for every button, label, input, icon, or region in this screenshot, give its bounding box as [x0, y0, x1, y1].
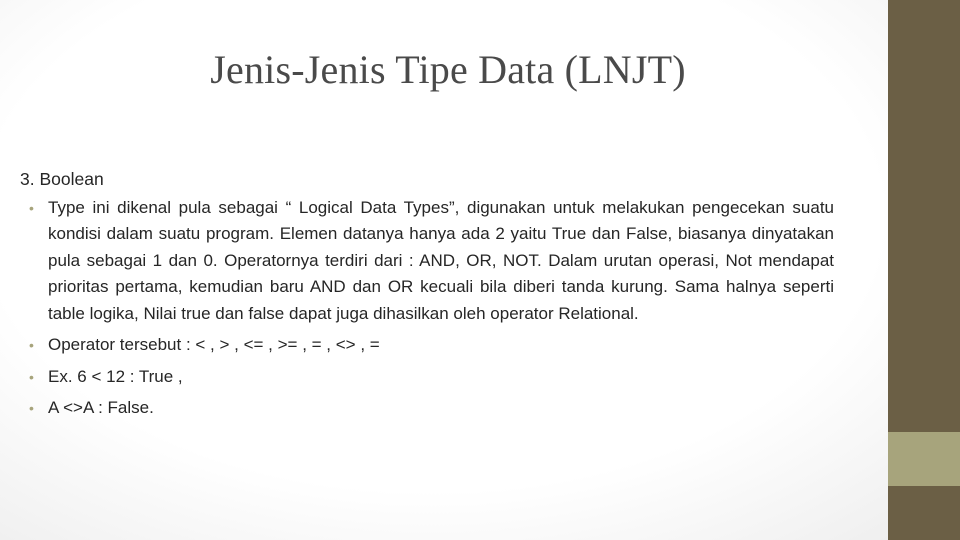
slide-content: [20, 166, 834, 427]
bullet-item: [20, 195, 834, 328]
bullet-item: [20, 332, 834, 359]
bullet-icon: •: [29, 368, 34, 385]
sidebar-accent-dark-bottom: [888, 486, 960, 540]
bullet-text: A <>A : False.: [48, 398, 154, 417]
sidebar-accent-light: [888, 432, 960, 486]
bullet-icon: •: [29, 400, 34, 416]
bullet-item: [20, 395, 834, 422]
bullet-list: [20, 195, 834, 422]
section-heading: 3. Boolean: [20, 169, 104, 189]
bullet-item: [20, 364, 834, 391]
bullet-text: Operator tersebut : < , > , <= , >= , = , <> , =: [48, 335, 380, 354]
sidebar-accent-dark-top: [888, 0, 960, 432]
slide-title: Jenis-Jenis Tipe Data (LNJT): [210, 47, 686, 92]
bullet-icon: •: [29, 199, 34, 216]
bullet-text: Type ini dikenal pula sebagai “ Logical Data Types”, digunakan untuk melakukan pengecekan suatu kondisi dalam suatu program. Elemen datanya hanya ada 2 yaitu True dan False, biasanya dinyatakan pula sebagai 1 dan 0. Operatornya terdiri dari : AND, OR, NOT. Dalam urutan operasi, Not mendapat prioritas pertama, kemudian baru AND dan OR kecuali bila diberi tanda kurung. Sama halnya seperti table logika, Nilai true dan false dapat juga dihasilkan oleh operator Relational.: [48, 197, 834, 323]
bullet-text: Ex. 6 < 12 : True ,: [48, 366, 183, 386]
bullet-icon: •: [29, 337, 34, 353]
